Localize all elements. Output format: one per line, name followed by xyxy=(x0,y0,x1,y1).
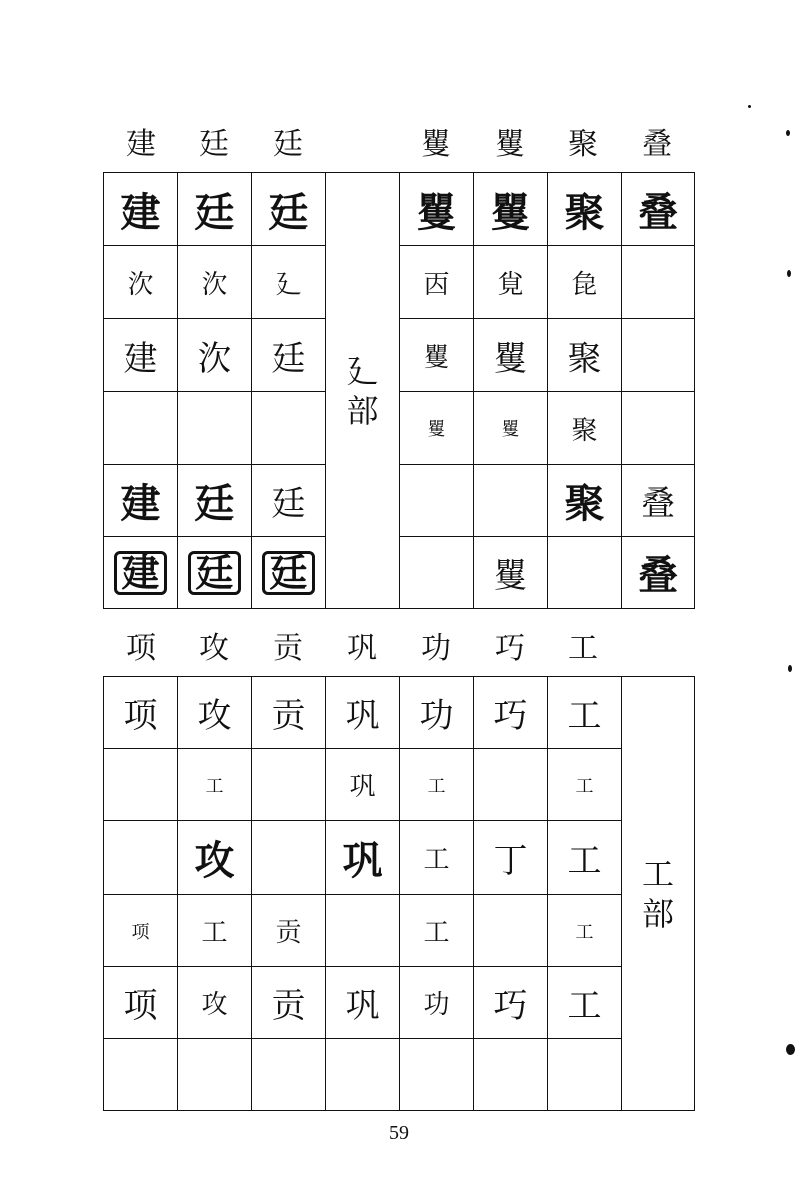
glyph-cell: 矍 xyxy=(400,319,474,392)
empty-cell xyxy=(178,1039,252,1111)
glyph-cell: 聚 xyxy=(548,319,622,392)
top-header-7: 叠 xyxy=(642,127,672,162)
scan-speck xyxy=(786,130,790,136)
glyph-cell: 叠 xyxy=(622,173,695,246)
glyph-cell: 工 xyxy=(178,895,252,967)
glyph-cell xyxy=(104,392,178,465)
glyph-cell: 项 xyxy=(104,677,178,749)
glyph-cell: 建 xyxy=(104,319,178,392)
glyph-cell: 贡 xyxy=(252,895,326,967)
radical-char-2: 部 xyxy=(346,391,379,430)
glyph-cell: 矍 xyxy=(400,173,474,246)
scan-speck xyxy=(748,105,751,108)
seal-cell xyxy=(104,537,178,609)
empty-cell xyxy=(548,1039,622,1111)
empty-cell xyxy=(474,1039,548,1111)
glyph-cell: 贡 xyxy=(252,967,326,1039)
glyph-cell: 叠 xyxy=(622,465,695,537)
glyph-cell: 廷 xyxy=(252,173,326,246)
glyph-cell xyxy=(252,821,326,895)
scan-speck xyxy=(788,665,792,672)
glyph-cell: 工 xyxy=(548,821,622,895)
glyph-cell: 㐁 xyxy=(400,246,474,319)
glyph-cell: 项 xyxy=(104,895,178,967)
glyph-cell: 巩 xyxy=(326,821,400,895)
glyph-cell: 攻 xyxy=(178,821,252,895)
glyph-cell xyxy=(474,465,548,537)
seal-glyph: 建 xyxy=(114,551,166,595)
glyph-cell: 㲋 xyxy=(548,246,622,319)
glyph-cell: 矍 xyxy=(474,319,548,392)
glyph-cell xyxy=(326,895,400,967)
glyph-cell: 工 xyxy=(400,749,474,821)
empty-cell xyxy=(104,1039,178,1111)
glyph-cell: 工 xyxy=(400,895,474,967)
glyph-cell: 廷 xyxy=(178,465,252,537)
glyph-cell: 贡 xyxy=(252,677,326,749)
bottom-header-4: 巩 xyxy=(347,631,377,666)
glyph-cell: 㳄 xyxy=(178,246,252,319)
top-header-2: 廷 xyxy=(199,127,229,162)
glyph-cell: 功 xyxy=(400,967,474,1039)
glyph-cell: 覍 xyxy=(474,246,548,319)
glyph-cell xyxy=(474,749,548,821)
bottom-header-5: 功 xyxy=(421,631,451,666)
glyph-cell xyxy=(104,821,178,895)
page-number: 59 xyxy=(389,1122,409,1144)
glyph-cell: 工 xyxy=(548,749,622,821)
top-character-table xyxy=(103,172,695,609)
glyph-cell: 巩 xyxy=(326,967,400,1039)
glyph-cell: 功 xyxy=(400,677,474,749)
glyph-cell xyxy=(548,537,622,609)
glyph-cell: 矍 xyxy=(474,392,548,465)
seal-glyph: 廷 xyxy=(262,551,314,595)
glyph-cell xyxy=(104,749,178,821)
glyph-cell: 廴 xyxy=(252,246,326,319)
empty-cell xyxy=(252,1039,326,1111)
glyph-cell: 工 xyxy=(548,677,622,749)
glyph-cell xyxy=(622,246,695,319)
glyph-cell: 矍 xyxy=(474,537,548,609)
top-header-3: 廷 xyxy=(273,127,303,162)
glyph-cell: 廷 xyxy=(252,465,326,537)
glyph-cell xyxy=(622,319,695,392)
glyph-cell: 巩 xyxy=(326,677,400,749)
radical-char-2: 部 xyxy=(641,894,674,933)
glyph-cell xyxy=(622,392,695,465)
bottom-header-7: 工 xyxy=(568,631,598,666)
glyph-cell: 㳄 xyxy=(178,319,252,392)
glyph-cell: 工 xyxy=(178,749,252,821)
glyph-cell xyxy=(252,749,326,821)
seal-cell xyxy=(178,537,252,609)
glyph-cell: 项 xyxy=(104,967,178,1039)
glyph-cell xyxy=(252,392,326,465)
glyph-cell: 工 xyxy=(548,967,622,1039)
glyph-cell: 聚 xyxy=(548,173,622,246)
scan-speck xyxy=(787,270,791,277)
glyph-cell: 巧 xyxy=(474,967,548,1039)
bottom-character-table xyxy=(103,676,695,1111)
glyph-cell: 聚 xyxy=(548,465,622,537)
glyph-cell: 工 xyxy=(400,821,474,895)
glyph-cell: 丁 xyxy=(474,821,548,895)
glyph-cell: 攻 xyxy=(178,677,252,749)
glyph-cell: 建 xyxy=(104,173,178,246)
glyph-cell: 巩 xyxy=(326,749,400,821)
glyph-cell: 建 xyxy=(104,465,178,537)
radical-label-bottom xyxy=(622,677,695,1111)
radical-label-top xyxy=(326,173,400,609)
glyph-cell xyxy=(178,392,252,465)
top-header-6: 聚 xyxy=(568,127,598,162)
glyph-cell: 工 xyxy=(548,895,622,967)
top-header-5: 矍 xyxy=(495,127,525,162)
seal-glyph: 廷 xyxy=(188,551,240,595)
glyph-cell: 廷 xyxy=(178,173,252,246)
bottom-header-1: 项 xyxy=(126,631,156,666)
empty-cell xyxy=(400,1039,474,1111)
bottom-header-3: 贡 xyxy=(273,631,303,666)
top-header-4: 矍 xyxy=(421,127,451,162)
bottom-header-2: 攻 xyxy=(199,631,229,666)
glyph-cell xyxy=(400,537,474,609)
glyph-cell: 聚 xyxy=(548,392,622,465)
radical-char-1: 廴 xyxy=(346,351,379,390)
glyph-cell: 攻 xyxy=(178,967,252,1039)
bottom-header-6: 巧 xyxy=(495,631,525,666)
glyph-cell xyxy=(400,465,474,537)
glyph-cell: 㳄 xyxy=(104,246,178,319)
glyph-cell: 廷 xyxy=(252,319,326,392)
glyph-cell: 巧 xyxy=(474,677,548,749)
glyph-cell: 矍 xyxy=(400,392,474,465)
top-header-1: 建 xyxy=(126,127,156,162)
glyph-cell: 叠 xyxy=(622,537,695,609)
empty-cell xyxy=(326,1039,400,1111)
glyph-cell: 矍 xyxy=(474,173,548,246)
scan-speck xyxy=(786,1044,795,1055)
radical-char-1: 工 xyxy=(641,854,674,893)
seal-cell xyxy=(252,537,326,609)
glyph-cell xyxy=(474,895,548,967)
